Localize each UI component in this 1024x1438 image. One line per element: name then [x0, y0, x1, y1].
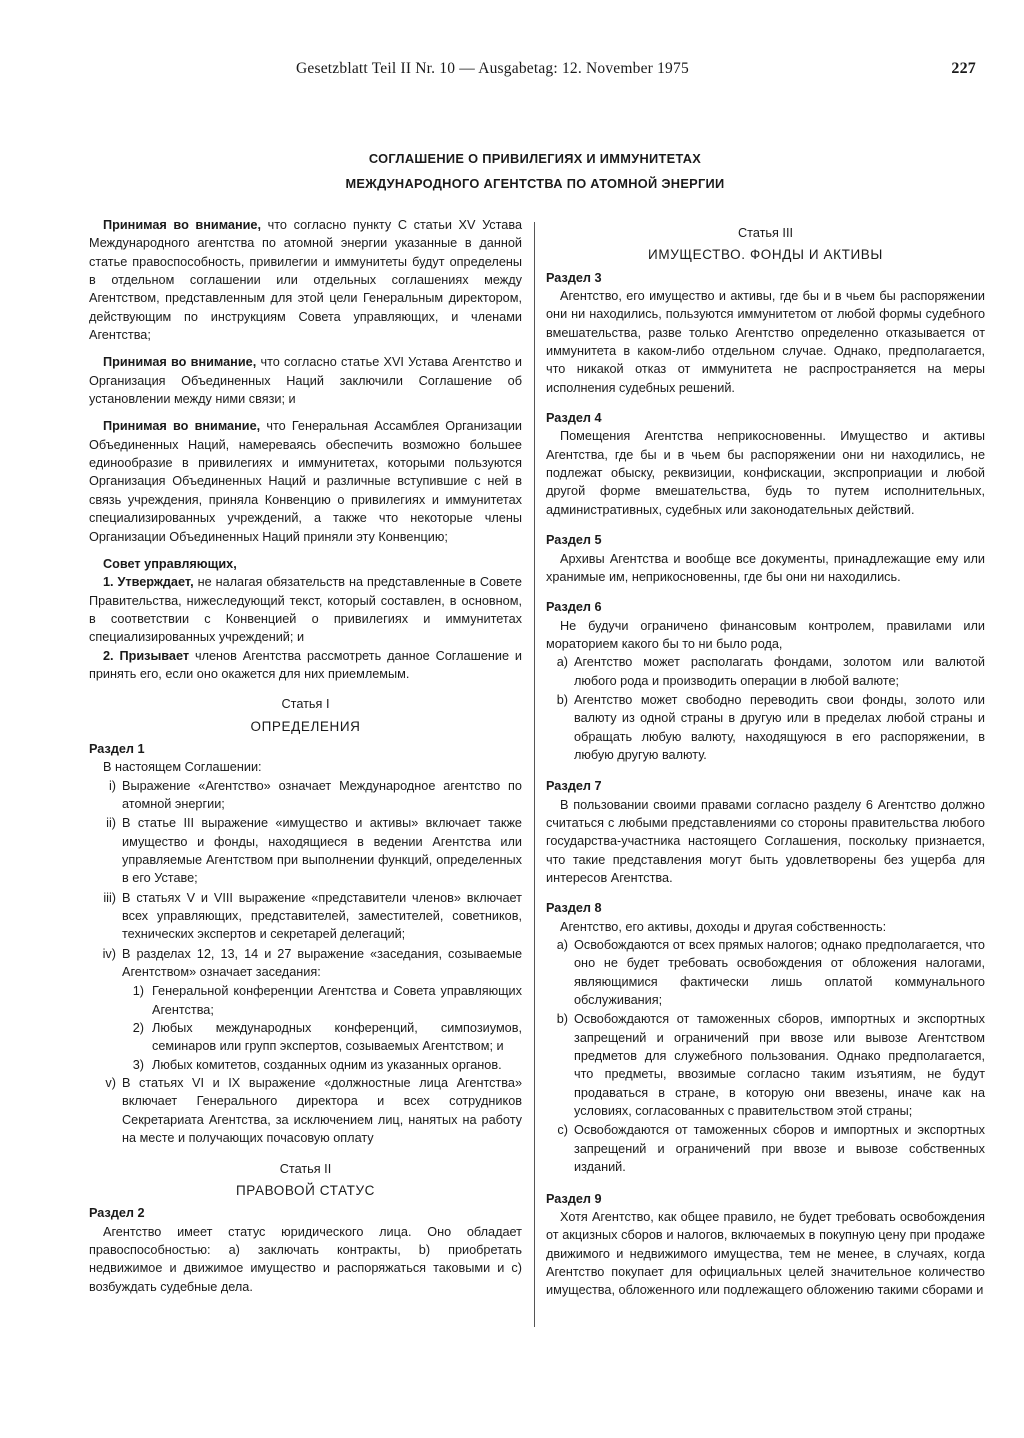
section-3-text: Агентство, его имущество и активы, где бы и в чьем бы распоряжении они ни находились, пользуются иммунитетом от любой формы судебного вмешательства, разве только Агентство определенно отказывается от иммунитета в каком-либо отдельном случае. Однако, предполагается, что никакой отказ от иммунитета не распространяется на меры исполнения судебных решений. [546, 289, 985, 395]
definition-subitem [122, 1056, 522, 1074]
preamble-lead: Принимая во внимание, [103, 419, 261, 434]
column-divider [534, 222, 535, 1327]
article-2-label: Статья II [279, 1161, 332, 1176]
item-text: Освобождаются от таможенных сборов и импортных и экспортных запрещений и ограничений при ввозе и вывозе собственных изданий. [574, 1123, 985, 1175]
item-text: В статье III выражение «имущество и активы» включает также имущество и фонды, находящиеся в ведении Агентства или управляемые Агентством при выполнении функций, определенных в его Уставе; [122, 816, 522, 886]
section-4-text: Помещения Агентства неприкосновенны. Имущество и активы Агентства, где бы и в чьем бы распоряжении они ни находились, не подлежат обыску, реквизиции, конфискации, экспроприации и любой другой форме вмешательства, будь то путем исполнительных, административных, судебных или законодательных действий. [546, 429, 985, 517]
section-6-item [546, 653, 985, 690]
article-3-label: Статья III [738, 226, 793, 240]
subitem-marker: 2) [132, 1021, 144, 1036]
section-6-intro: Не будучи ограничено финансовым контролем, правилами или мораторием какого бы то ни было рода, [546, 618, 985, 651]
subitem-text: Генеральной конференции Агентства и Совета управляющих Агентства; [152, 984, 522, 1017]
page-number: 227 [951, 60, 976, 77]
item-text: В статьях V и VIII выражение «представители членов» включает всех управляющих, представителей, заместителей, советников, технических экспертов и секретарей делегаций; [122, 890, 522, 942]
item-marker: v) [105, 1076, 116, 1091]
preamble-paragraph [89, 216, 522, 344]
definition-item [89, 777, 522, 814]
subitem-text: Любых комитетов, созданных одним из указанных органов. [152, 1057, 502, 1072]
council-point-1 [89, 573, 522, 646]
document-title-line-2: МЕЖДУНАРОДНОГО АГЕНТСТВА ПО АТОМНОЙ ЭНЕРГИИ [345, 176, 725, 191]
preamble-paragraph [89, 353, 522, 408]
document-title-line-1: СОГЛАШЕНИЕ О ПРИВИЛЕГИЯХ И ИММУНИТЕТАХ [368, 151, 702, 166]
article-2-title: ПРАВОВОЙ СТАТУС [236, 1182, 375, 1198]
item-marker: i) [108, 778, 116, 793]
definition-item [89, 889, 522, 944]
running-title: Gesetzblatt Teil II Nr. 10 — Ausgabetag: 12. November 1975 [296, 60, 689, 77]
section-1-intro: В настоящем Соглашении: [103, 760, 262, 775]
item-marker: b) [556, 692, 568, 707]
item-text: Освобождаются от всех прямых налогов; однако предполагается, что оно не будет требовать освобождения от обложения налогами, являющимися фактически лишь оплатой коммунального обслуживания; [574, 938, 985, 1008]
definition-subitem [122, 982, 522, 1019]
section-5-text: Архивы Агентства и вообще все документы, принадлежащие ему или хранимые им, неприкосновенны, где бы они ни находились. [546, 551, 985, 584]
definition-item [89, 1074, 522, 1147]
section-8-heading: Раздел 8 [546, 901, 602, 916]
section-4-heading: Раздел 4 [546, 411, 602, 426]
item-text: Агентство может располагать фондами, золотом или валютой любого рода и производить операции в любой валюте; [574, 655, 985, 688]
item-marker: iv) [102, 946, 116, 961]
document-title [230, 146, 840, 196]
subitem-marker: 3) [132, 1057, 144, 1072]
section-6-heading: Раздел 6 [546, 600, 602, 615]
item-marker: iii) [103, 890, 116, 905]
item-marker: c) [557, 1123, 568, 1138]
council-point-1-text: не налагая обязательств на представленные в Совете Правительства, нижеследующий текст, который составлен, в основном, в соответствии с Конвенцией о привилегиях и иммунитетах специализированных учреждений; и [89, 575, 522, 645]
council-point-2 [89, 647, 522, 684]
article-3-title: ИМУЩЕСТВО. ФОНДЫ И АКТИВЫ [648, 247, 883, 263]
item-marker: a) [556, 938, 568, 953]
section-9-heading: Раздел 9 [546, 1191, 602, 1206]
preamble-text: что согласно пункту С статьи XV Устава Международного агентства по атомной энергии указанные в данной статье правоспособность, привилегии и иммунитеты будут определены в отдельном соглашении или отдельных соглашениях между Агентством, представленным для этой цели Генеральным директором, действующим по инструкциям Совета управляющих, и членами Агентства; [89, 218, 523, 343]
section-8-item [546, 1121, 985, 1176]
right-column [546, 224, 985, 1300]
section-7-text: В пользовании своими правами согласно разделу 6 Агентство должно считаться с любыми представлениями со стороны правительства любого государства-участника настоящего Соглашения, поскольку признается, что такие представления могут быть удовлетворены без ущерба для интересов Агентства. [546, 797, 985, 885]
running-header [296, 60, 976, 82]
item-text: В разделах 12, 13, 14 и 27 выражение «заседания, созываемые Агентством» означает заседания: [122, 946, 522, 980]
section-8-item [546, 936, 985, 1009]
section-8-intro: Агентство, его активы, доходы и другая собственность: [560, 919, 887, 934]
preamble-lead: Принимая во внимание, [103, 218, 262, 232]
council-heading: Совет управляющих, [103, 556, 237, 571]
item-text: Освобождаются от таможенных сборов, импортных и экспортных запрещений и ограничений при ввозе или вывозе Агентством предметов для служебного пользования. Однако предполагается, что предметы, ввозимые согласно таким изъятиям, не будут продаваться в стране, в которую они ввезены, иначе как на условиях, согласованных с правительством этой страны; [574, 1012, 985, 1119]
section-7-heading: Раздел 7 [546, 779, 602, 794]
council-point-1-lead: 1. Утверждает, [103, 575, 194, 590]
section-5-heading: Раздел 5 [546, 533, 602, 548]
article-1-title: ОПРЕДЕЛЕНИЯ [250, 718, 361, 734]
definition-item [89, 945, 522, 982]
section-6-item [546, 691, 985, 764]
preamble-paragraph [89, 417, 522, 545]
council-point-2-text: членов Агентства рассмотреть данное Соглашение и принять его, если оно окажется для них приемлемым. [89, 648, 522, 681]
section-8-item [546, 1010, 985, 1120]
item-text: Выражение «Агентство» означает Международное агентство по атомной энергии; [122, 778, 522, 811]
preamble-lead: Принимая во внимание, [103, 355, 257, 370]
item-marker: b) [556, 1012, 568, 1027]
left-column [89, 216, 522, 1296]
item-marker: ii) [106, 816, 116, 831]
section-3-heading: Раздел 3 [546, 270, 602, 285]
item-text: Агентство может свободно переводить свои фонды, золото или валюту из одной страны в другую или в пределах любой страны и обращать любую валюту, находящуюся в его распоряжении, в любую другую валюту. [574, 692, 985, 762]
preamble-text: что согласно статье XVI Устава Агентство и Организация Объединенных Наций заключили Соглашение об установлении между ними связи; и [89, 355, 522, 407]
item-marker: a) [556, 655, 568, 670]
section-9-text: Хотя Агентство, как общее правило, не будет требовать освобождения от акцизных сборов и налогов, включаемых в покупную цену при продаже движимого и недвижимого имущества, тем не менее, в случаях, когда Агентство покупает для официальных целей значительное количество имущества, обложенного или подлежащего обложению такими сборами и [546, 1209, 985, 1298]
section-2-heading: Раздел 2 [89, 1206, 145, 1221]
section-1-heading: Раздел 1 [89, 741, 145, 756]
definition-item [89, 814, 522, 887]
item-text: В статьях VI и IX выражение «должностные лица Агентства» включает Генерального директора и всех сотрудников Секретариата Агентства, за исключением лиц, нанятых на работу на месте и получающих почасовую оплату [122, 1076, 522, 1146]
preamble-text: что Генеральная Ассамблея Организации Объединенных Наций, намереваясь обеспечить возможно большее единообразие в привилегиях и иммунитетах, которыми пользуются Организация Объединенных Наций и различные вступившие с ней в связь учреждения, приняла Конвенцию о привилегиях и иммунитетах специализированных учреждений, а также что некоторые члены Организации Объединенных Наций приняли эту Конвенцию; [89, 419, 522, 544]
subitem-marker: 1) [132, 984, 144, 999]
subitem-text: Любых международных конференций, симпозиумов, семинаров или групп экспертов, созываемых Агентством; и [152, 1021, 522, 1054]
section-2-text: Агентство имеет статус юридического лица. Оно обладает правоспособностью: a) заключать контракты, b) приобретать недвижимое и движимое имущество и распоряжаться таковыми и c) возбуждать судебные дела. [89, 1224, 522, 1294]
council-point-2-lead: 2. Призывает [103, 648, 190, 663]
article-1-label: Статья I [281, 697, 330, 712]
definition-subitem [122, 1019, 522, 1056]
